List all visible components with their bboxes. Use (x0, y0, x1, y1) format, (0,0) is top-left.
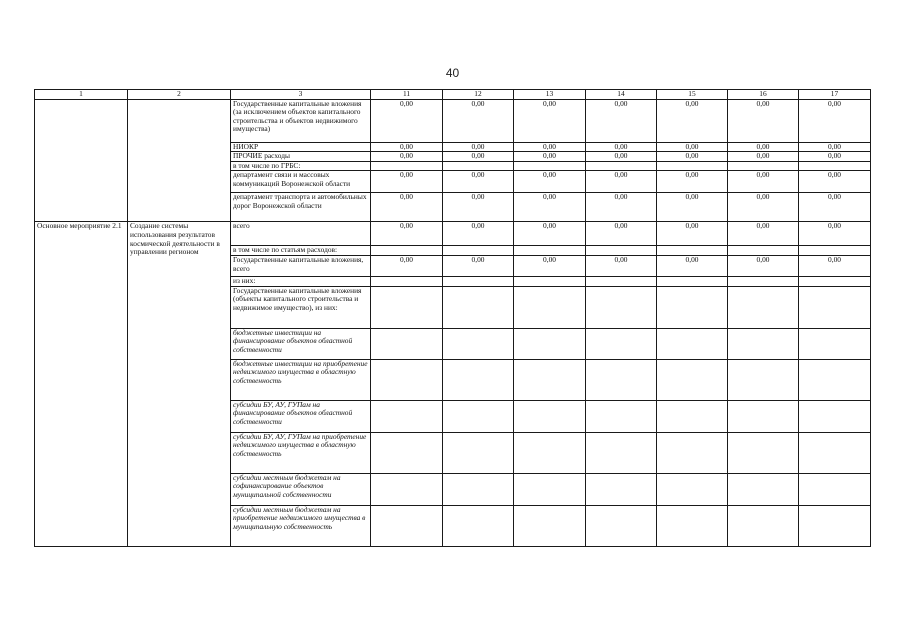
header-cell: 3 (231, 90, 371, 100)
value-cell (371, 473, 443, 505)
value-cell (514, 432, 586, 473)
value-cell (514, 286, 586, 328)
value-cell (728, 161, 799, 171)
row-label: Государственные капитальные вложения (объекты капитального строительства и недвижимое имущество), из них: (231, 286, 371, 328)
value-cell (586, 432, 657, 473)
value-cell: 0,00 (799, 255, 871, 276)
table-row (35, 222, 871, 246)
value-cell: 0,00 (799, 171, 871, 193)
value-cell (443, 505, 514, 546)
page-number: 40 (445, 66, 460, 80)
value-cell (443, 328, 514, 359)
value-cell (586, 161, 657, 171)
value-cell (514, 473, 586, 505)
row-label: НИОКР (231, 142, 371, 152)
value-cell (799, 359, 871, 400)
value-cell (514, 328, 586, 359)
value-cell: 0,00 (728, 152, 799, 162)
value-cell: 0,00 (799, 193, 871, 222)
value-cell (586, 246, 657, 256)
header-cell: 15 (657, 90, 728, 100)
value-cell (586, 328, 657, 359)
value-cell (657, 432, 728, 473)
value-cell (728, 246, 799, 256)
row-label: в том числе по ГРБС: (231, 161, 371, 171)
value-cell (586, 473, 657, 505)
value-cell (586, 400, 657, 432)
value-cell (799, 400, 871, 432)
row-label: бюджетные инвестиции на финансирование объектов областной собственности (231, 328, 371, 359)
value-cell (443, 359, 514, 400)
header-cell: 14 (586, 90, 657, 100)
value-cell: 0,00 (371, 142, 443, 152)
value-cell (514, 276, 586, 286)
value-cell: 0,00 (443, 193, 514, 222)
value-cell: 0,00 (514, 171, 586, 193)
value-cell (443, 276, 514, 286)
value-cell (371, 161, 443, 171)
header-cell: 13 (514, 90, 586, 100)
value-cell: 0,00 (728, 193, 799, 222)
value-cell (586, 505, 657, 546)
value-cell: 0,00 (799, 99, 871, 142)
header-cell: 12 (443, 90, 514, 100)
value-cell (371, 246, 443, 256)
value-cell (728, 400, 799, 432)
value-cell (514, 359, 586, 400)
row-label: Государственные капитальные вложения, всего (231, 255, 371, 276)
value-cell (799, 432, 871, 473)
activity-cell-empty (35, 99, 128, 222)
value-cell: 0,00 (586, 193, 657, 222)
value-cell (799, 161, 871, 171)
value-cell: 0,00 (728, 142, 799, 152)
value-cell (371, 505, 443, 546)
row-label: бюджетные инвестиции на приобретение недвижимого имущества в областную собственность (231, 359, 371, 400)
value-cell (443, 246, 514, 256)
value-cell: 0,00 (371, 171, 443, 193)
value-cell: 0,00 (443, 152, 514, 162)
value-cell: 0,00 (586, 152, 657, 162)
value-cell (657, 161, 728, 171)
row-label: в том числе по статьям расходов: (231, 246, 371, 256)
value-cell (657, 505, 728, 546)
row-label: субсидии местным бюджетам на приобретение недвижимого имущества в муниципальную собственность (231, 505, 371, 546)
value-cell (657, 359, 728, 400)
value-cell (371, 432, 443, 473)
value-cell (728, 473, 799, 505)
activity-name-cell-empty (128, 99, 231, 222)
value-cell: 0,00 (657, 152, 728, 162)
value-cell: 0,00 (514, 142, 586, 152)
value-cell: 0,00 (657, 171, 728, 193)
header-cell: 16 (728, 90, 799, 100)
row-label: Государственные капитальные вложения (за исключением объектов капитального строительства и объектов недвижимого имущества) (231, 99, 371, 142)
value-cell (799, 473, 871, 505)
value-cell (799, 505, 871, 546)
value-cell: 0,00 (799, 142, 871, 152)
value-cell (799, 276, 871, 286)
value-cell (443, 161, 514, 171)
value-cell: 0,00 (443, 99, 514, 142)
value-cell: 0,00 (371, 255, 443, 276)
value-cell (657, 328, 728, 359)
value-cell: 0,00 (728, 255, 799, 276)
value-cell (799, 328, 871, 359)
row-label: из них: (231, 276, 371, 286)
value-cell: 0,00 (443, 142, 514, 152)
value-cell (371, 359, 443, 400)
value-cell (443, 286, 514, 328)
value-cell: 0,00 (371, 222, 443, 246)
value-cell: 0,00 (657, 222, 728, 246)
value-cell (443, 432, 514, 473)
value-cell (657, 400, 728, 432)
value-cell (514, 400, 586, 432)
value-cell (728, 505, 799, 546)
value-cell: 0,00 (728, 99, 799, 142)
value-cell (728, 276, 799, 286)
value-cell (728, 286, 799, 328)
value-cell (371, 286, 443, 328)
value-cell (657, 286, 728, 328)
budget-table (34, 89, 871, 547)
value-cell (371, 328, 443, 359)
value-cell (443, 400, 514, 432)
value-cell (657, 276, 728, 286)
row-label: субсидии БУ, АУ, ГУПам на финансирование объектов областной собственности (231, 400, 371, 432)
value-cell: 0,00 (443, 171, 514, 193)
value-cell: 0,00 (657, 255, 728, 276)
value-cell: 0,00 (443, 255, 514, 276)
value-cell (514, 246, 586, 256)
value-cell: 0,00 (514, 99, 586, 142)
activity-name-cell: Создание системы использования результатов космической деятельности в управлении регионом (128, 222, 231, 546)
value-cell: 0,00 (514, 255, 586, 276)
value-cell (371, 400, 443, 432)
value-cell: 0,00 (371, 152, 443, 162)
value-cell (514, 161, 586, 171)
value-cell: 0,00 (443, 222, 514, 246)
header-row (35, 90, 871, 100)
table-row (35, 99, 871, 142)
row-label: ПРОЧИЕ расходы (231, 152, 371, 162)
value-cell: 0,00 (799, 222, 871, 246)
value-cell: 0,00 (586, 255, 657, 276)
value-cell: 0,00 (586, 171, 657, 193)
value-cell: 0,00 (657, 193, 728, 222)
header-cell: 2 (128, 90, 231, 100)
row-label: субсидии местным бюджетам на софинансирование объектов муниципальной собственности (231, 473, 371, 505)
value-cell (799, 246, 871, 256)
header-cell: 1 (35, 90, 128, 100)
value-cell (586, 286, 657, 328)
value-cell: 0,00 (371, 193, 443, 222)
value-cell: 0,00 (657, 99, 728, 142)
value-cell: 0,00 (514, 152, 586, 162)
value-cell (586, 359, 657, 400)
value-cell: 0,00 (657, 142, 728, 152)
row-label: субсидии БУ, АУ, ГУПам на приобретение недвижимого имущества в областную собственность (231, 432, 371, 473)
row-label: всего (231, 222, 371, 246)
activity-cell: Основное мероприятие 2.1 (35, 222, 128, 546)
value-cell (728, 432, 799, 473)
value-cell: 0,00 (586, 142, 657, 152)
row-label: департамент связи и массовых коммуникаций Воронежской области (231, 171, 371, 193)
value-cell (799, 286, 871, 328)
value-cell (371, 276, 443, 286)
value-cell: 0,00 (799, 152, 871, 162)
value-cell: 0,00 (514, 193, 586, 222)
header-cell: 17 (799, 90, 871, 100)
value-cell: 0,00 (586, 222, 657, 246)
value-cell: 0,00 (728, 222, 799, 246)
value-cell (657, 473, 728, 505)
value-cell: 0,00 (514, 222, 586, 246)
value-cell (728, 328, 799, 359)
value-cell (514, 505, 586, 546)
value-cell: 0,00 (728, 171, 799, 193)
value-cell (728, 359, 799, 400)
value-cell (586, 276, 657, 286)
value-cell (443, 473, 514, 505)
row-label: департамент транспорта и автомобильных дорог Воронежской области (231, 193, 371, 222)
value-cell: 0,00 (371, 99, 443, 142)
value-cell (657, 246, 728, 256)
value-cell: 0,00 (586, 99, 657, 142)
header-cell: 11 (371, 90, 443, 100)
